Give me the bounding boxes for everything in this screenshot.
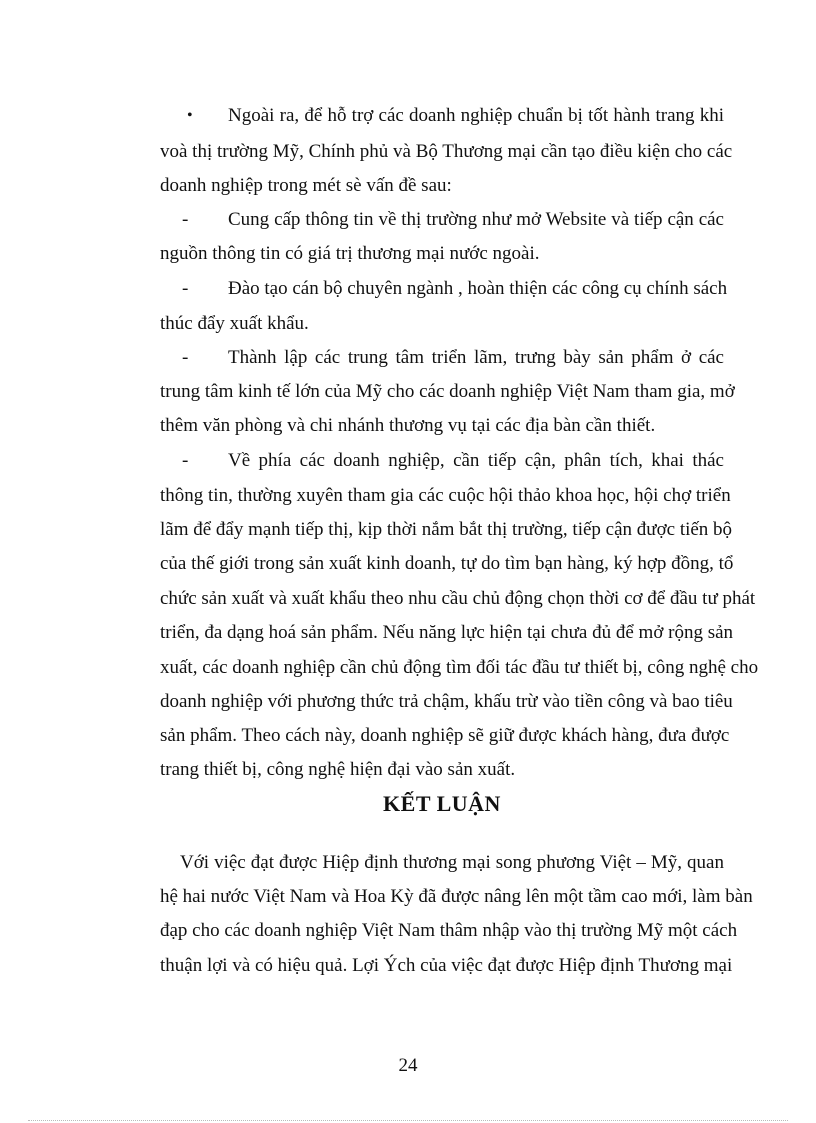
item-1-line-2: nguồn thông tin có giá trị thương mại nước ngoài.	[160, 243, 540, 264]
dash-marker: -	[182, 347, 189, 368]
page-bottom-rule	[28, 1120, 788, 1121]
item-2-line-2: thúc đẩy xuất khẩu.	[160, 313, 309, 334]
dash-marker: -	[182, 209, 189, 230]
conclusion-line-3: đạp cho các doanh nghiệp Việt Nam thâm nhập vào thị trường Mỹ một cách	[160, 920, 738, 941]
item-4-line-8: doanh nghiệp với phương thức trả chậm, khấu trừ vào tiền công và bao tiêu	[160, 691, 733, 712]
conclusion-line-4: thuận lợi và có hiệu quả. Lợi Ých của việc đạt được Hiệp định Thương mại	[160, 955, 733, 976]
dash-marker: -	[182, 450, 189, 471]
item-2-line-1: Đào tạo cán bộ chuyên ngành , hoàn thiện các công cụ chính sách	[228, 278, 728, 299]
item-4-line-7: xuất, các doanh nghiệp cần chủ động tìm đối tác đầu tư thiết bị, công nghệ cho	[160, 657, 759, 678]
section-heading: KẾT LUẬN	[383, 791, 501, 816]
item-4-line-6: triển, đa dạng hoá sản phẩm. Nếu năng lực hiện tại chưa đủ để mở rộng sản	[160, 622, 734, 643]
intro-line-3: doanh nghiệp trong mét sè vấn đề sau:	[160, 175, 452, 196]
item-4-line-9: sản phẩm. Theo cách này, doanh nghiệp sẽ giữ được khách hàng, đưa được	[160, 725, 730, 746]
item-4-line-5: chức sản xuất và xuất khẩu theo nhu cầu chủ động chọn thời cơ để đầu tư phát	[160, 588, 756, 609]
item-1-line-1: Cung cấp thông tin về thị trường như mở Website và tiếp cận các	[228, 209, 724, 230]
conclusion-line-1: Với việc đạt được Hiệp định thương mại song phương Việt – Mỹ, quan	[180, 852, 724, 873]
bullet-marker: •	[187, 107, 193, 124]
dash-marker: -	[182, 278, 189, 299]
item-4-line-2: thông tin, thường xuyên tham gia các cuộc hội thảo khoa học, hội chợ triển	[160, 485, 731, 506]
conclusion-line-2: hệ hai nước Việt Nam và Hoa Kỳ đã được nâng lên một tầm cao mới, làm bàn	[160, 886, 753, 907]
intro-line-2: voà thị trường Mỹ, Chính phủ và Bộ Thương mại cần tạo điều kiện cho các	[160, 141, 733, 162]
page-number: 24	[398, 1055, 418, 1076]
item-3-line-3: thêm văn phòng và chi nhánh thương vụ tại các địa bàn cần thiết.	[160, 415, 656, 436]
item-3-line-1: Thành lập các trung tâm triển lãm, trưng bày sản phẩm ở các	[228, 347, 724, 368]
item-3-line-2: trung tâm kinh tế lớn của Mỹ cho các doanh nghiệp Việt Nam tham gia, mở	[160, 381, 735, 402]
intro-line-1: Ngoài ra, để hỗ trợ các doanh nghiệp chuẩn bị tốt hành trang khi	[228, 105, 724, 126]
item-4-line-10: trang thiết bị, công nghệ hiện đại vào sản xuất.	[160, 759, 516, 780]
item-4-line-4: của thế giới trong sản xuất kinh doanh, tự do tìm bạn hàng, ký hợp đồng, tổ	[160, 553, 734, 574]
item-4-line-1: Về phía các doanh nghiệp, cần tiếp cận, phân tích, khai thác	[228, 450, 724, 471]
item-4-line-3: lãm để đẩy mạnh tiếp thị, kịp thời nắm bắt thị trường, tiếp cận được tiến bộ	[160, 519, 733, 540]
